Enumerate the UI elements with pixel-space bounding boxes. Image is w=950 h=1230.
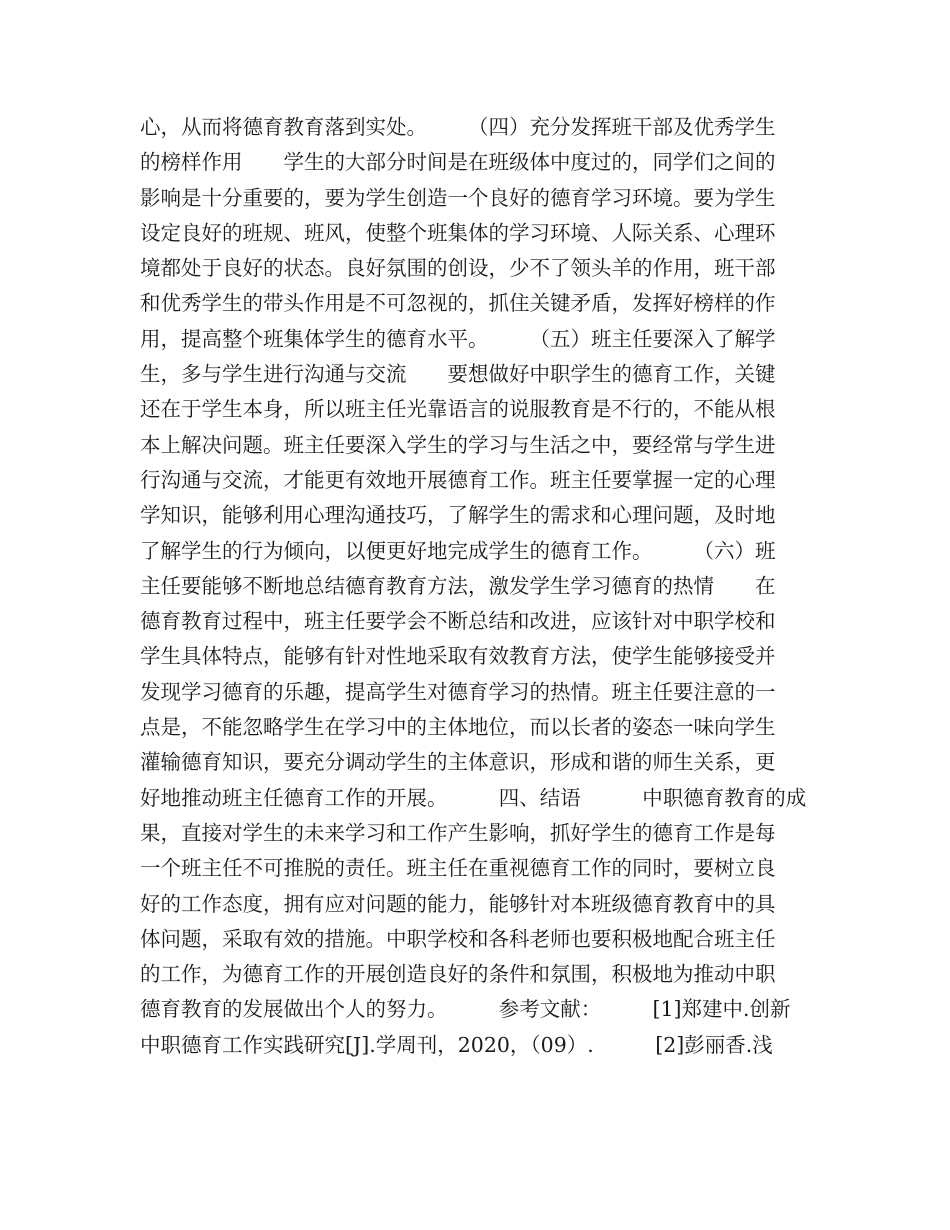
text-line: 设定良好的班规、班风，使整个班集体的学习环境、人际关系、心理环 [140,220,776,245]
text-line: 德育教育的发展做出个人的努力。 参考文献： [1]郑建中.创新 [140,997,791,1022]
text-line: 德育教育过程中，班主任要学会不断总结和改进，应该针对中职学校和 [140,609,776,634]
text-line: 灌输德育知识，要充分调动学生的主体意识，形成和谐的师生关系，更 [140,750,776,775]
text-line: 中职德育工作实践研究[J].学周刊，2020，（09）. [2]彭丽香.浅 [140,1032,773,1057]
text-line: 好地推动班主任德育工作的开展。 四、结语 中职德育教育的成 [140,785,807,810]
text-line: 的榜样作用 学生的大部分时间是在班级体中度过的，同学们之间的 [140,150,776,175]
text-line: 的工作，为德育工作的开展创造良好的条件和氛围，积极地为推动中职 [140,962,776,987]
text-line: 行沟通与交流，才能更有效地开展德育工作。班主任要掌握一定的心理 [140,467,776,492]
text-line: 本上解决问题。班主任要深入学生的学习与生活之中，要经常与学生进 [140,432,776,457]
text-line: 和优秀学生的带头作用是不可忽视的，抓住关键矛盾，发挥好榜样的作 [140,291,776,316]
text-line: 主任要能够不断地总结德育教育方法，激发学生学习德育的热情 在 [140,573,776,598]
text-line: 用，提高整个班集体学生的德育水平。 （五）班主任要深入了解学 [140,326,776,351]
text-line: 心，从而将德育教育落到实处。 （四）充分发挥班干部及优秀学生 [140,115,776,139]
text-line: 点是，不能忽略学生在学习中的主体地位，而以长者的姿态一味向学生 [140,715,776,740]
text-line: 了解学生的行为倾向，以便更好地完成学生的德育工作。 （六）班 [140,538,776,563]
text-line: 果，直接对学生的未来学习和工作产生影响，抓好学生的德育工作是每 [140,820,776,845]
text-line: 好的工作态度，拥有应对问题的能力，能够针对本班级德育教育中的具 [140,891,776,916]
body-text [140,110,820,1063]
text-line: 学生具体特点，能够有针对性地采取有效教育方法，使学生能够接受并 [140,644,776,669]
text-line: 体问题，采取有效的措施。中职学校和各科老师也要积极地配合班主任 [140,926,776,951]
text-line: 生，多与学生进行沟通与交流 要想做好中职学生的德育工作，关键 [140,362,776,387]
text-line: 还在于学生本身，所以班主任光靠语言的说服教育是不行的，不能从根 [140,397,776,422]
text-line: 影响是十分重要的，要为学生创造一个良好的德育学习环境。要为学生 [140,185,776,210]
text-line: 一个班主任不可推脱的责任。班主任在重视德育工作的同时，要树立良 [140,856,776,881]
text-line: 境都处于良好的状态。良好氛围的创设，少不了领头羊的作用，班干部 [140,256,776,281]
text-line: 学知识，能够利用心理沟通技巧，了解学生的需求和心理问题，及时地 [140,503,776,528]
text-line: 发现学习德育的乐趣，提高学生对德育学习的热情。班主任要注意的一 [140,679,776,704]
